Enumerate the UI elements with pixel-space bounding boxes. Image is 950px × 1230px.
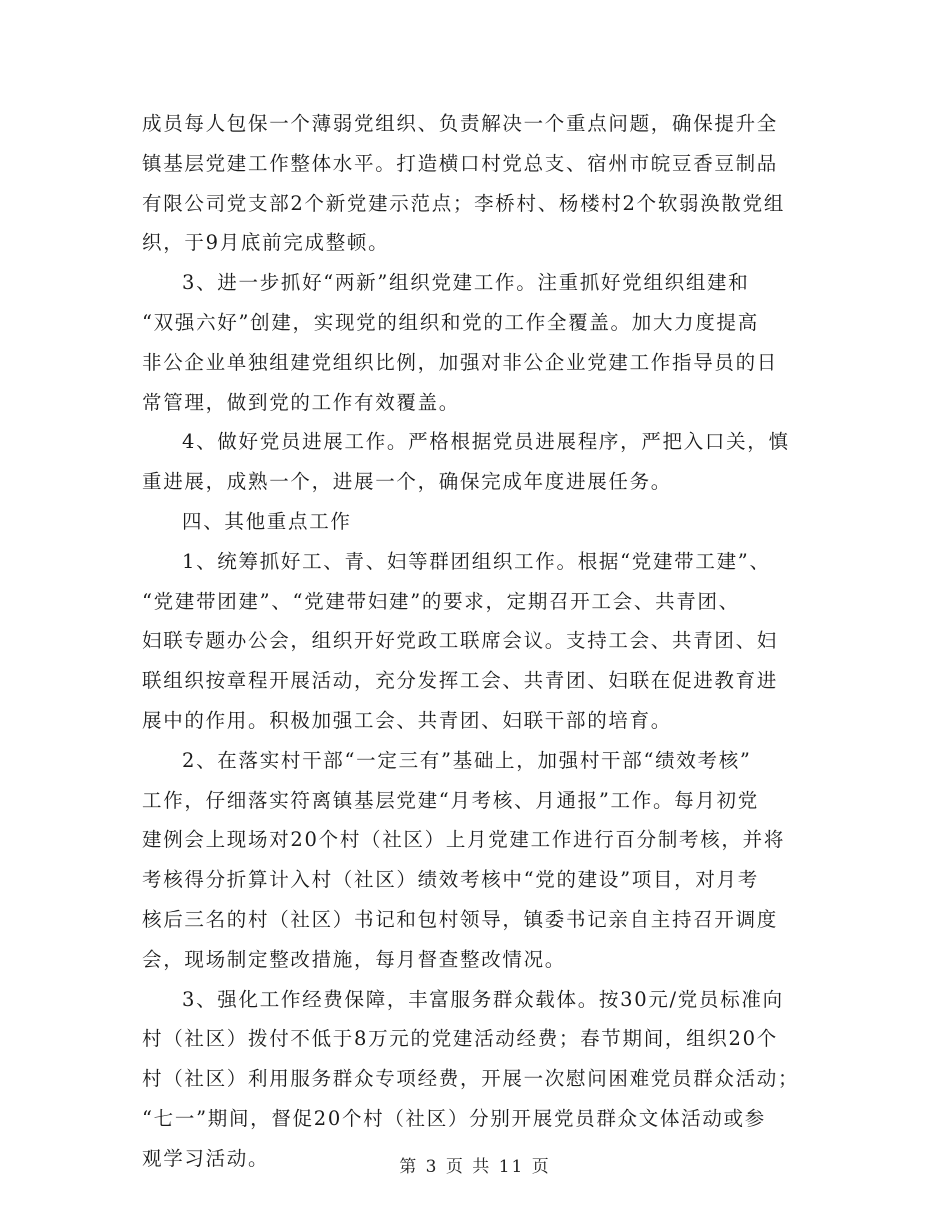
text-line: 观学习活动。 — [142, 1146, 270, 1170]
paragraph-other-3 — [142, 980, 810, 1179]
text-line: 核后三名的村（社区）书记和包村领导，镇委书记亲自主持召开调度 — [142, 907, 779, 931]
text-line: “党建带团建”、“党建带妇建”的要求，定期召开工会、共青团、 — [142, 589, 740, 613]
text-line: 1、统筹抓好工、青、妇等群团组织工作。根据“党建带工建”、 — [182, 549, 771, 573]
text-line: 常管理，做到党的工作有效覆盖。 — [142, 390, 461, 414]
text-line: 3、强化工作经费保障，丰富服务群众载体。按30元/党员标准向 — [182, 987, 784, 1011]
text-line: 联组织按章程开展活动，充分发挥工会、共青团、妇联在促进教育进 — [142, 669, 779, 693]
text-line: “七一”期间，督促20个村（社区）分别开展党员群众文体活动或参 — [142, 1106, 766, 1130]
paragraph-continued — [142, 104, 810, 263]
text-line: 考核得分折算计入村（社区）绩效考核中“党的建设”项目，对月考 — [142, 868, 759, 892]
text-line: 展中的作用。积极加强工会、共青团、妇联干部的培育。 — [142, 708, 673, 732]
text-line: 非公企业单独组建党组织比例，加强对非公企业党建工作指导员的日 — [142, 350, 779, 374]
section-heading — [142, 502, 810, 542]
text-line: 4、做好党员进展工作。严格根据党员进展程序，严把入口关，慎 — [182, 430, 790, 454]
section-heading-text: 四、其他重点工作 — [182, 509, 352, 533]
page-footer — [0, 1152, 950, 1177]
text-line: 镇基层党建工作整体水平。打造横口村党总支、宿州市皖豆香豆制品 — [142, 151, 779, 175]
text-line: 重进展，成熟一个，进展一个，确保完成年度进展任务。 — [142, 470, 673, 494]
text-line: 2、在落实村干部“一定三有”基础上，加强村干部“绩效考核” — [182, 748, 752, 772]
text-line: 会，现场制定整改措施，每月督查整改情况。 — [142, 947, 567, 971]
paragraph-item-3 — [142, 263, 810, 422]
document-body — [142, 104, 810, 1179]
text-line: 3、进一步抓好“两新”组织党建工作。注重抓好党组织组建和 — [182, 271, 750, 295]
paragraph-item-4 — [142, 422, 810, 502]
text-line: “双强六好”创建，实现党的组织和党的工作全覆盖。加大力度提高 — [142, 310, 759, 334]
text-line: 织，于9月底前完成整顿。 — [142, 231, 390, 255]
paragraph-other-1 — [142, 542, 810, 741]
text-line: 建例会上现场对20个村（社区）上月党建工作进行百分制考核，并将 — [142, 828, 786, 852]
text-line: 村（社区）拨付不低于8万元的党建活动经费；春节期间，组织20个 — [142, 1027, 778, 1051]
text-line: 有限公司党支部2个新党建示范点；李桥村、杨楼村2个软弱涣散党组 — [142, 191, 786, 215]
text-line: 成员每人包保一个薄弱党组织、负责解决一个重点问题，确保提升全 — [142, 112, 779, 135]
page-number: 第 3 页 共 11 页 — [399, 1157, 551, 1177]
paragraph-other-2 — [142, 741, 810, 980]
text-line: 妇联专题办公会，组织开好党政工联席会议。支持工会、共青团、妇 — [142, 629, 779, 653]
text-line: 工作，仔细落实符离镇基层党建“月考核、月通报”工作。每月初党 — [142, 788, 759, 812]
text-line: 村（社区）利用服务群众专项经费，开展一次慰问困难党员群众活动； — [142, 1067, 800, 1091]
